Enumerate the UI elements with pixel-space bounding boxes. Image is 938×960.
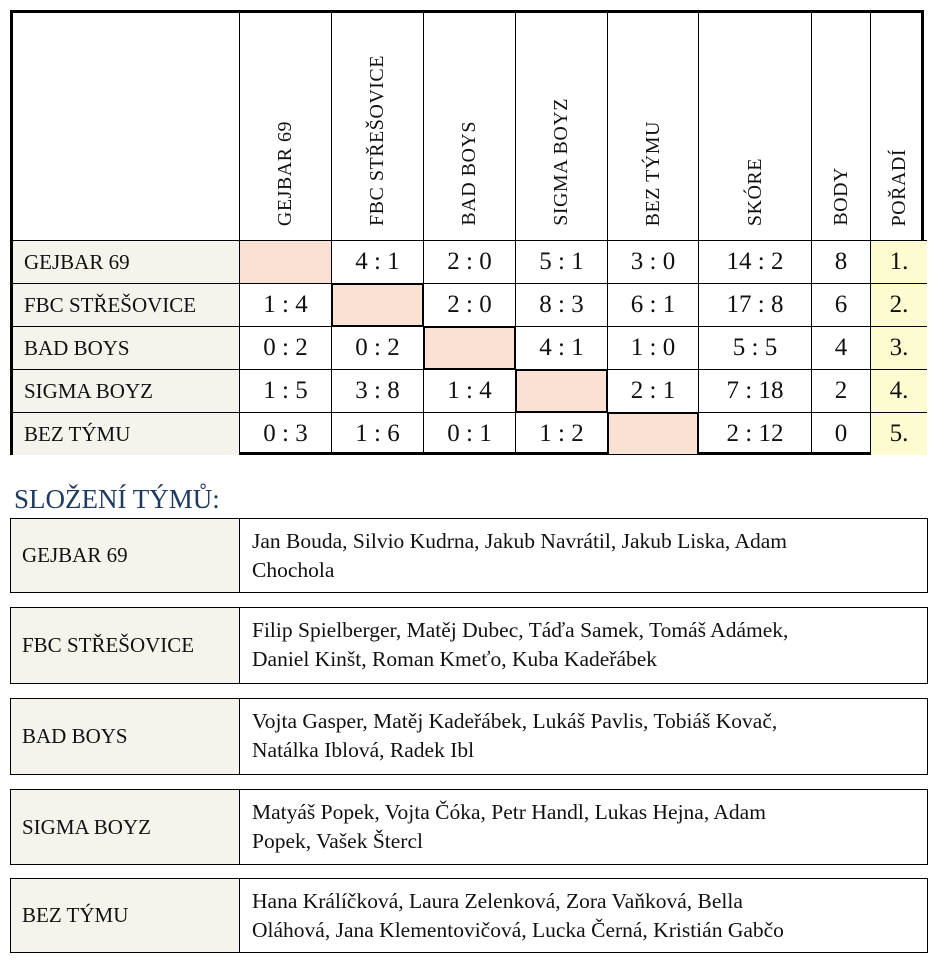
players-line: Oláhová, Jana Klementovičová, Lucka Černá, Kristián Gabčo <box>252 918 784 942</box>
header-gejbar <box>240 13 332 241</box>
squad-players <box>240 790 927 864</box>
result-cell: 3 : 0 <box>608 241 699 284</box>
result-cell: 4 : 1 <box>332 241 424 284</box>
result-cell: 1 : 4 <box>240 284 332 327</box>
result-cell: 2 : 0 <box>424 241 516 284</box>
diagonal-cell <box>608 413 699 455</box>
row-team-name: BEZ TÝMU <box>13 413 240 455</box>
squad-team-name: BAD BOYS <box>11 699 240 774</box>
points-cell: 8 <box>812 241 871 284</box>
score-cell: 17 : 8 <box>699 284 812 327</box>
diagonal-cell <box>516 370 608 413</box>
result-cell: 3 : 8 <box>332 370 424 413</box>
squad-bad-boys <box>10 698 928 775</box>
points-cell: 0 <box>812 413 871 455</box>
points-cell: 4 <box>812 327 871 370</box>
players-line: Popek, Vašek Štercl <box>252 829 423 853</box>
rank-cell: 2. <box>871 284 927 327</box>
result-cell: 0 : 3 <box>240 413 332 455</box>
result-cell: 0 : 2 <box>332 327 424 370</box>
header-text: POŘADÍ <box>887 148 910 226</box>
row-team-name: BAD BOYS <box>13 327 240 370</box>
result-cell: 0 : 2 <box>240 327 332 370</box>
players-line: Hana Králíčková, Laura Zelenková, Zora Vaňková, Bella <box>252 889 743 913</box>
result-cell: 5 : 1 <box>516 241 608 284</box>
row-team-name: SIGMA BOYZ <box>13 370 240 413</box>
result-cell: 1 : 2 <box>516 413 608 455</box>
rank-cell: 1. <box>871 241 927 284</box>
header-text: BODY <box>829 167 852 226</box>
result-cell: 2 : 0 <box>424 284 516 327</box>
squad-team-name: BEZ TÝMU <box>11 879 240 952</box>
result-cell: 1 : 0 <box>608 327 699 370</box>
rank-cell: 4. <box>871 370 927 413</box>
header-text: BEZ TÝMU <box>641 120 664 226</box>
diagonal-cell <box>332 284 424 327</box>
squad-team-name: SIGMA BOYZ <box>11 790 240 864</box>
result-cell: 1 : 4 <box>424 370 516 413</box>
diagonal-cell <box>240 241 332 284</box>
header-score <box>699 13 812 241</box>
result-cell: 0 : 1 <box>424 413 516 455</box>
points-cell: 2 <box>812 370 871 413</box>
squad-fbc <box>10 607 928 684</box>
players-line: Vojta Gasper, Matěj Kadeřábek, Lukáš Pavlis, Tobiáš Kovač, <box>252 709 778 733</box>
squad-gejbar <box>10 518 928 593</box>
diagonal-cell <box>424 327 516 370</box>
score-cell: 5 : 5 <box>699 327 812 370</box>
result-cell: 1 : 5 <box>240 370 332 413</box>
rank-cell: 5. <box>871 413 927 455</box>
corner-cell <box>13 13 240 241</box>
result-cell: 2 : 1 <box>608 370 699 413</box>
squad-players <box>240 519 927 592</box>
header-bez-tymu <box>608 13 699 241</box>
players-line: Matyáš Popek, Vojta Čóka, Petr Handl, Lukas Hejna, Adam <box>252 800 766 824</box>
rank-cell: 3. <box>871 327 927 370</box>
header-points <box>812 13 871 241</box>
squad-players <box>240 699 927 774</box>
result-cell: 8 : 3 <box>516 284 608 327</box>
players-line: Daniel Kinšt, Roman Kmeťo, Kuba Kadeřábek <box>252 647 658 671</box>
header-text: FBC STŘEŠOVICE <box>366 55 388 226</box>
results-table <box>10 10 924 455</box>
squad-team-name: FBC STŘEŠOVICE <box>11 608 240 683</box>
header-fbc <box>332 13 424 241</box>
score-cell: 7 : 18 <box>699 370 812 413</box>
header-text: SKÓRE <box>743 157 766 226</box>
score-cell: 14 : 2 <box>699 241 812 284</box>
squads-title: SLOŽENÍ TÝMŮ: <box>14 484 220 514</box>
row-team-name: GEJBAR 69 <box>13 241 240 284</box>
header-bad-boys <box>424 13 516 241</box>
header-sigma-boyz <box>516 13 608 241</box>
score-cell: 2 : 12 <box>699 413 812 455</box>
header-text: SIGMA BOYZ <box>550 98 572 226</box>
points-cell: 6 <box>812 284 871 327</box>
players-line: Natálka Iblová, Radek Ibl <box>252 738 475 762</box>
squad-team-name: GEJBAR 69 <box>11 519 240 592</box>
row-team-name: FBC STŘEŠOVICE <box>13 284 240 327</box>
players-line: Filip Spielberger, Matěj Dubec, Táďa Samek, Tomáš Adámek, <box>252 618 789 642</box>
players-line: Jan Bouda, Silvio Kudrna, Jakub Navrátil, Jakub Liska, Adam <box>252 529 788 553</box>
result-cell: 4 : 1 <box>516 327 608 370</box>
squad-sigma-boyz <box>10 789 928 865</box>
header-rank <box>871 13 927 241</box>
squad-players <box>240 879 927 952</box>
header-text: BAD BOYS <box>458 121 480 226</box>
squad-players <box>240 608 927 683</box>
result-cell: 1 : 6 <box>332 413 424 455</box>
header-text: GEJBAR 69 <box>274 120 296 226</box>
result-cell: 6 : 1 <box>608 284 699 327</box>
players-line: Chochola <box>252 558 335 582</box>
squad-bez-tymu <box>10 878 928 953</box>
